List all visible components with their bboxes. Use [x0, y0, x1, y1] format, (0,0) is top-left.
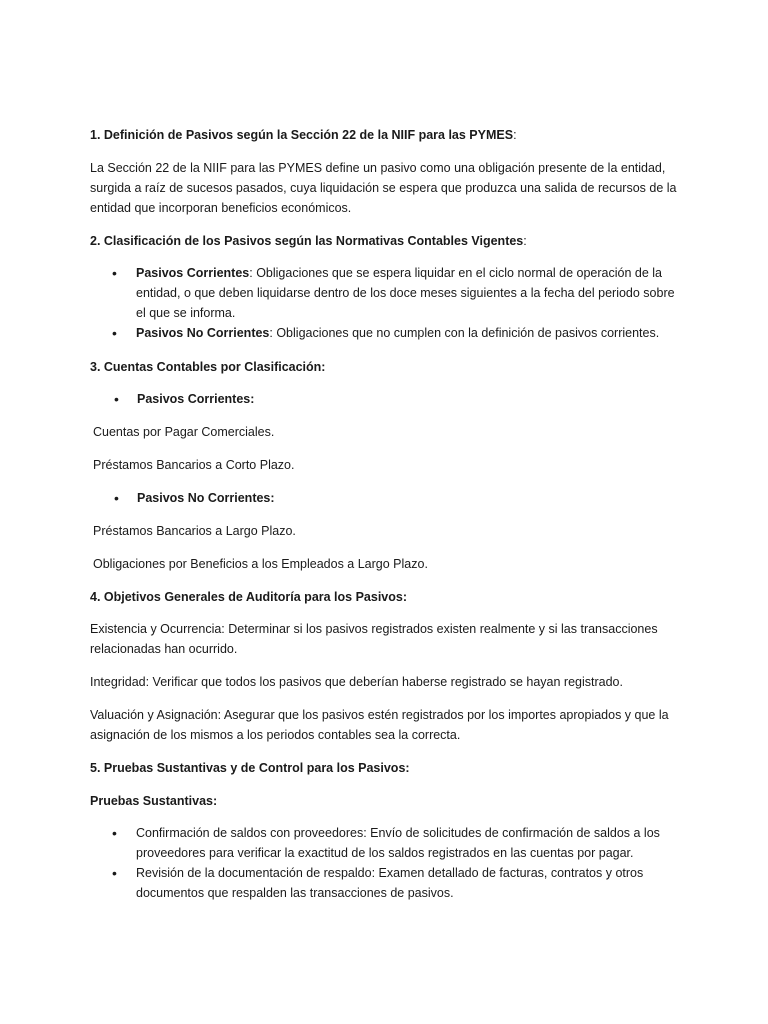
section-1-paragraph: La Sección 22 de la NIIF para las PYMES define un pasivo como una obligación presente de la entidad, surgida a raíz de sucesos pasados, cuya liquidación se espera que produzca una salida de recursos de la entidad que incorporan beneficios económicos. — [90, 161, 677, 215]
bullet-text: Revisión de la documentación de respaldo: Examen detallado de facturas, contratos y otros documentos que respalden las transacciones de pasivos. — [136, 866, 644, 900]
section-5-bullet-list — [90, 823, 680, 903]
section-4-heading: 4. Objetivos Generales de Auditoría para los Pasivos: — [90, 590, 408, 604]
bullet-term: Pasivos Corrientes — [136, 266, 250, 280]
account-item: Obligaciones por Beneficios a los Empleados a Largo Plazo. — [93, 557, 428, 571]
section-5-subheading: Pruebas Sustantivas: — [90, 794, 218, 808]
section-1-heading-colon: : — [513, 128, 517, 142]
bullet-icon: • — [112, 825, 117, 841]
objective-paragraph: Valuación y Asignación: Asegurar que los pasivos estén registrados por los importes apropiados y que la asignación de los mismos a los periodos contables sea la correcta. — [90, 708, 669, 742]
bullet-text: Confirmación de saldos con proveedores: Envío de solicitudes de confirmación de saldos a los proveedores para verificar la exactitud de los saldos registrados en las cuentas por pagar. — [136, 826, 660, 860]
bullet-text: : Obligaciones que no cumplen con la definición de pasivos corrientes. — [269, 326, 660, 340]
group-title-text: Pasivos Corrientes: — [137, 392, 255, 406]
account-item: Préstamos Bancarios a Corto Plazo. — [93, 458, 295, 472]
bullet-icon: • — [112, 265, 117, 281]
account-item: Cuentas por Pagar Comerciales. — [93, 425, 275, 439]
section-2-heading-colon: : — [523, 234, 527, 248]
section-5-heading: 5. Pruebas Sustantivas y de Control para los Pasivos: — [90, 761, 410, 775]
bullet-icon: • — [114, 391, 119, 407]
section-2-bullet-list — [90, 263, 680, 343]
account-item: Préstamos Bancarios a Largo Plazo. — [93, 524, 296, 538]
bullet-text: : Obligaciones que se espera liquidar en el ciclo normal de operación de la entidad, o que deben liquidarse dentro de los doce meses siguientes a la fecha del periodo sobre el que se informa. — [136, 266, 675, 320]
list-item — [90, 263, 680, 323]
section-2-heading — [90, 231, 680, 251]
bullet-icon: • — [112, 325, 117, 341]
bullet-term: Pasivos No Corrientes — [136, 326, 270, 340]
list-item — [90, 323, 680, 343]
section-2-heading-text: 2. Clasificación de los Pasivos según las Normativas Contables Vigentes — [90, 234, 524, 248]
objective-paragraph: Existencia y Ocurrencia: Determinar si los pasivos registrados existen realmente y si las transacciones relacionadas han ocurrido. — [90, 622, 658, 656]
list-item — [90, 823, 680, 863]
bullet-icon: • — [112, 865, 117, 881]
bullet-icon: • — [114, 490, 119, 506]
group-title-text: Pasivos No Corrientes: — [137, 491, 275, 505]
objective-paragraph: Integridad: Verificar que todos los pasivos que deberían haberse registrado se hayan registrado. — [90, 675, 623, 689]
section-1-heading-text: 1. Definición de Pasivos según la Sección 22 de la NIIF para las PYMES — [90, 128, 514, 142]
list-item — [90, 863, 680, 903]
section-3-heading: 3. Cuentas Contables por Clasificación: — [90, 360, 326, 374]
section-1-heading — [90, 125, 680, 145]
